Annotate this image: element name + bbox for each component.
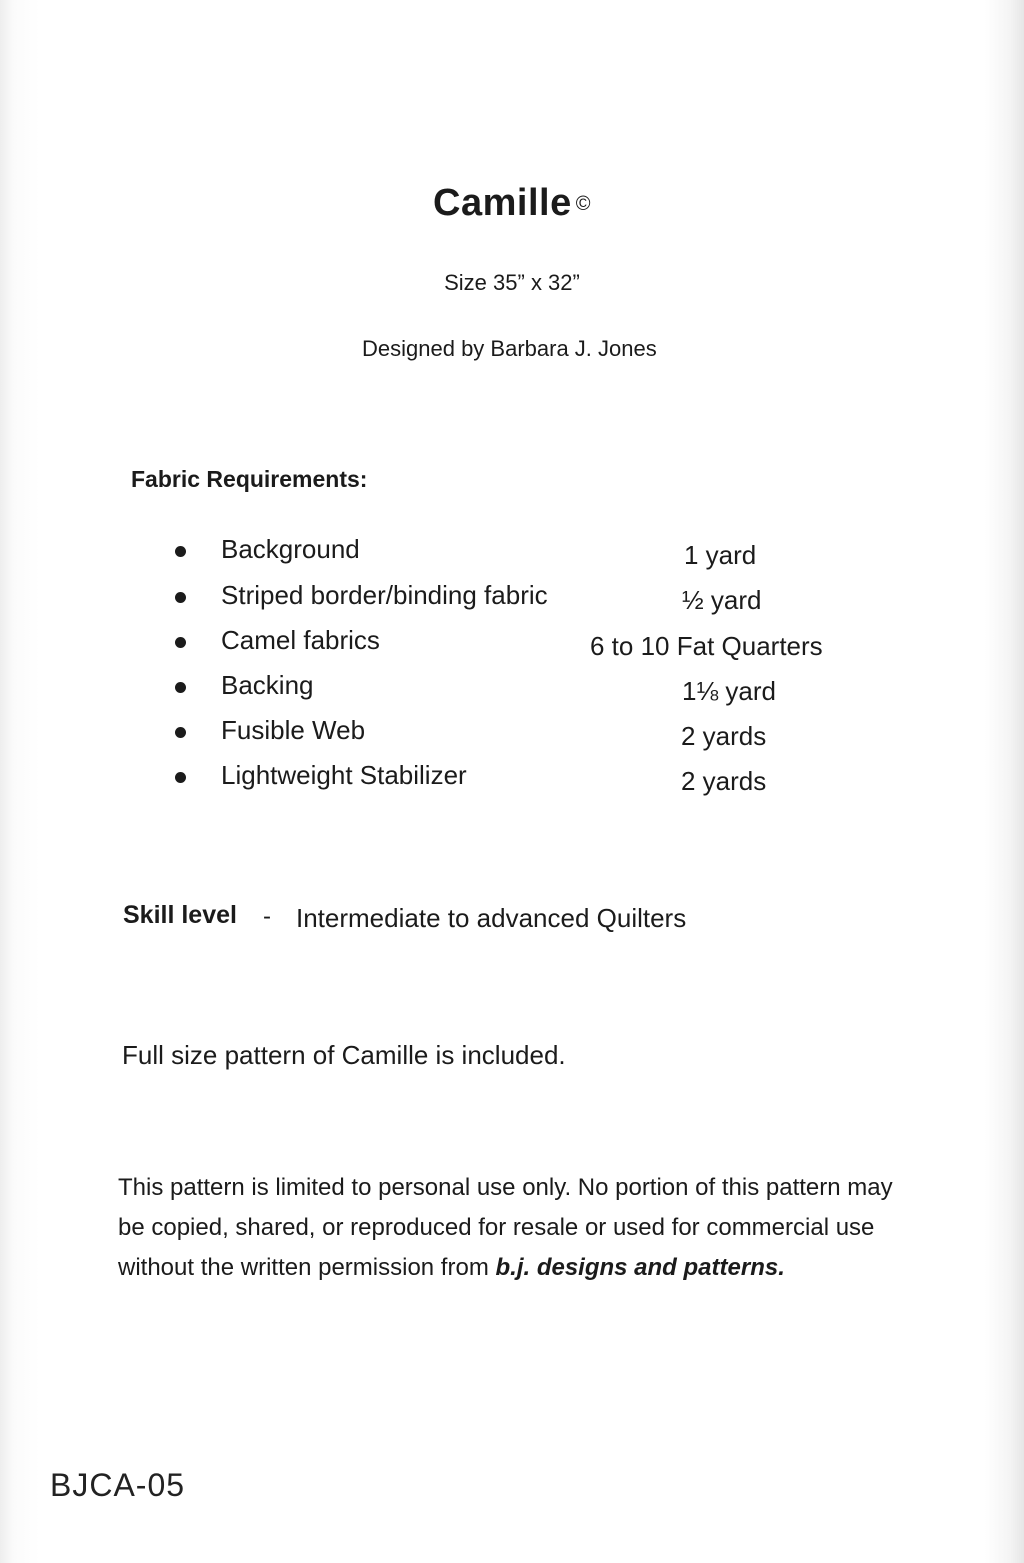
fabric-quantity: 1⅛ yard bbox=[682, 676, 776, 706]
list-item bbox=[0, 715, 1024, 755]
fabric-quantity: ½ yard bbox=[682, 585, 762, 615]
skill-level-label: Skill level bbox=[123, 901, 237, 929]
list-item bbox=[0, 625, 1024, 665]
copyright-icon: © bbox=[575, 193, 591, 216]
list-item bbox=[0, 670, 1024, 710]
fabric-name: Background bbox=[221, 534, 360, 564]
skill-level-value: Intermediate to advanced Quilters bbox=[296, 903, 687, 933]
fabric-name: Fusible Web bbox=[221, 715, 366, 745]
bullet-icon bbox=[175, 546, 186, 557]
designer-credit: Designed by Barbara J. Jones bbox=[362, 336, 657, 361]
brand-name: b.j. designs and patterns. bbox=[495, 1254, 785, 1281]
list-item bbox=[0, 760, 1024, 800]
fabric-name: Camel fabrics bbox=[221, 625, 380, 655]
bullet-icon bbox=[175, 772, 186, 783]
fabric-requirements-heading: Fabric Requirements: bbox=[131, 466, 368, 492]
bullet-icon bbox=[175, 727, 186, 738]
included-note: Full size pattern of Camille is included. bbox=[122, 1040, 566, 1070]
quilt-size: Size 35” x 32” bbox=[444, 270, 580, 295]
list-item bbox=[0, 580, 1024, 620]
list-item bbox=[0, 534, 1024, 574]
fabric-name: Striped border/binding fabric bbox=[221, 580, 548, 610]
usage-notice bbox=[118, 1168, 908, 1288]
fabric-quantity: 6 to 10 Fat Quarters bbox=[590, 631, 823, 661]
skill-level-separator: - bbox=[263, 903, 271, 930]
fabric-name: Backing bbox=[221, 670, 314, 700]
bullet-icon bbox=[175, 682, 186, 693]
fabric-quantity: 2 yards bbox=[681, 766, 767, 796]
pattern-title: Camille bbox=[433, 182, 572, 224]
bullet-icon bbox=[175, 637, 186, 648]
usage-notice-text: This pattern is limited to personal use only. No portion of this pattern may be copied, shared, or reproduced for resale or used for commercial use without the written permission from bbox=[118, 1174, 893, 1281]
fabric-quantity: 1 yard bbox=[684, 540, 757, 570]
page-title bbox=[0, 182, 1024, 225]
fabric-quantity: 2 yards bbox=[681, 721, 767, 751]
bullet-icon bbox=[175, 592, 186, 603]
pattern-code: BJCA-05 bbox=[50, 1467, 186, 1503]
fabric-name: Lightweight Stabilizer bbox=[221, 760, 467, 790]
